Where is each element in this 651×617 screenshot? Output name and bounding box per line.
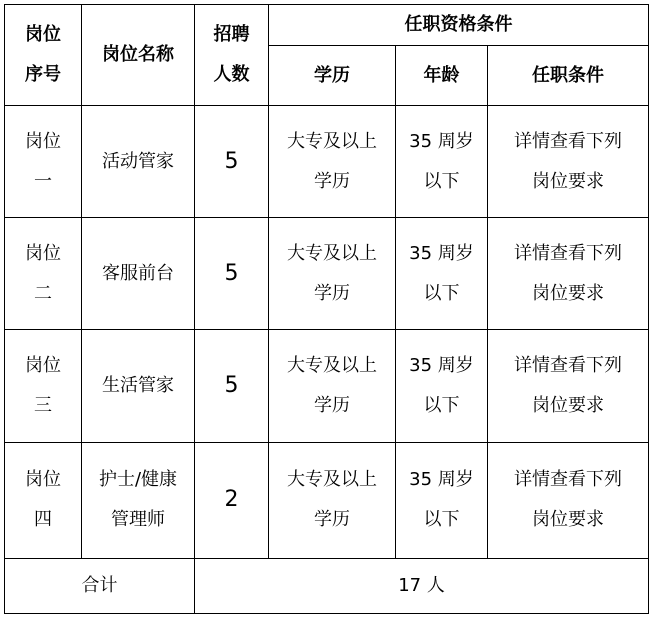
headcount-cell: 5	[195, 106, 269, 218]
requirements-cell: 详情查看下列 岗位要求	[488, 106, 649, 218]
requirements-cell: 详情查看下列 岗位要求	[488, 330, 649, 442]
education-cell: 大专及以上 学历	[269, 330, 396, 442]
table-row	[5, 330, 649, 442]
age-cell: 35 周岁 以下	[396, 106, 488, 218]
header-requirements: 任职条件	[488, 46, 649, 106]
headcount-cell: 2	[195, 442, 269, 558]
header-qualifications: 任职资格条件	[269, 5, 649, 46]
position-name-cell: 生活管家	[82, 330, 195, 442]
total-value: 17 人	[195, 558, 649, 613]
table-row	[5, 218, 649, 330]
age-cell: 35 周岁 以下	[396, 442, 488, 558]
position-name-cell: 客服前台	[82, 218, 195, 330]
header-position-name: 岗位名称	[82, 5, 195, 106]
position-no-cell: 岗位 一	[5, 106, 82, 218]
header-age: 年龄	[396, 46, 488, 106]
table-row	[5, 106, 649, 218]
position-no-cell: 岗位 二	[5, 218, 82, 330]
age-cell: 35 周岁 以下	[396, 218, 488, 330]
requirements-cell: 详情查看下列 岗位要求	[488, 442, 649, 558]
total-row	[5, 558, 649, 613]
education-cell: 大专及以上 学历	[269, 106, 396, 218]
position-no-cell: 岗位 三	[5, 330, 82, 442]
position-no-cell: 岗位 四	[5, 442, 82, 558]
header-headcount: 招聘 人数	[195, 5, 269, 106]
header-education: 学历	[269, 46, 396, 106]
recruitment-table	[4, 4, 649, 614]
total-label: 合计	[5, 558, 195, 613]
headcount-cell: 5	[195, 218, 269, 330]
education-cell: 大专及以上 学历	[269, 218, 396, 330]
requirements-cell: 详情查看下列 岗位要求	[488, 218, 649, 330]
position-name-cell: 护士/健康 管理师	[82, 442, 195, 558]
education-cell: 大专及以上 学历	[269, 442, 396, 558]
headcount-cell: 5	[195, 330, 269, 442]
header-position-no: 岗位 序号	[5, 5, 82, 106]
age-cell: 35 周岁 以下	[396, 330, 488, 442]
table-row	[5, 442, 649, 558]
position-name-cell: 活动管家	[82, 106, 195, 218]
